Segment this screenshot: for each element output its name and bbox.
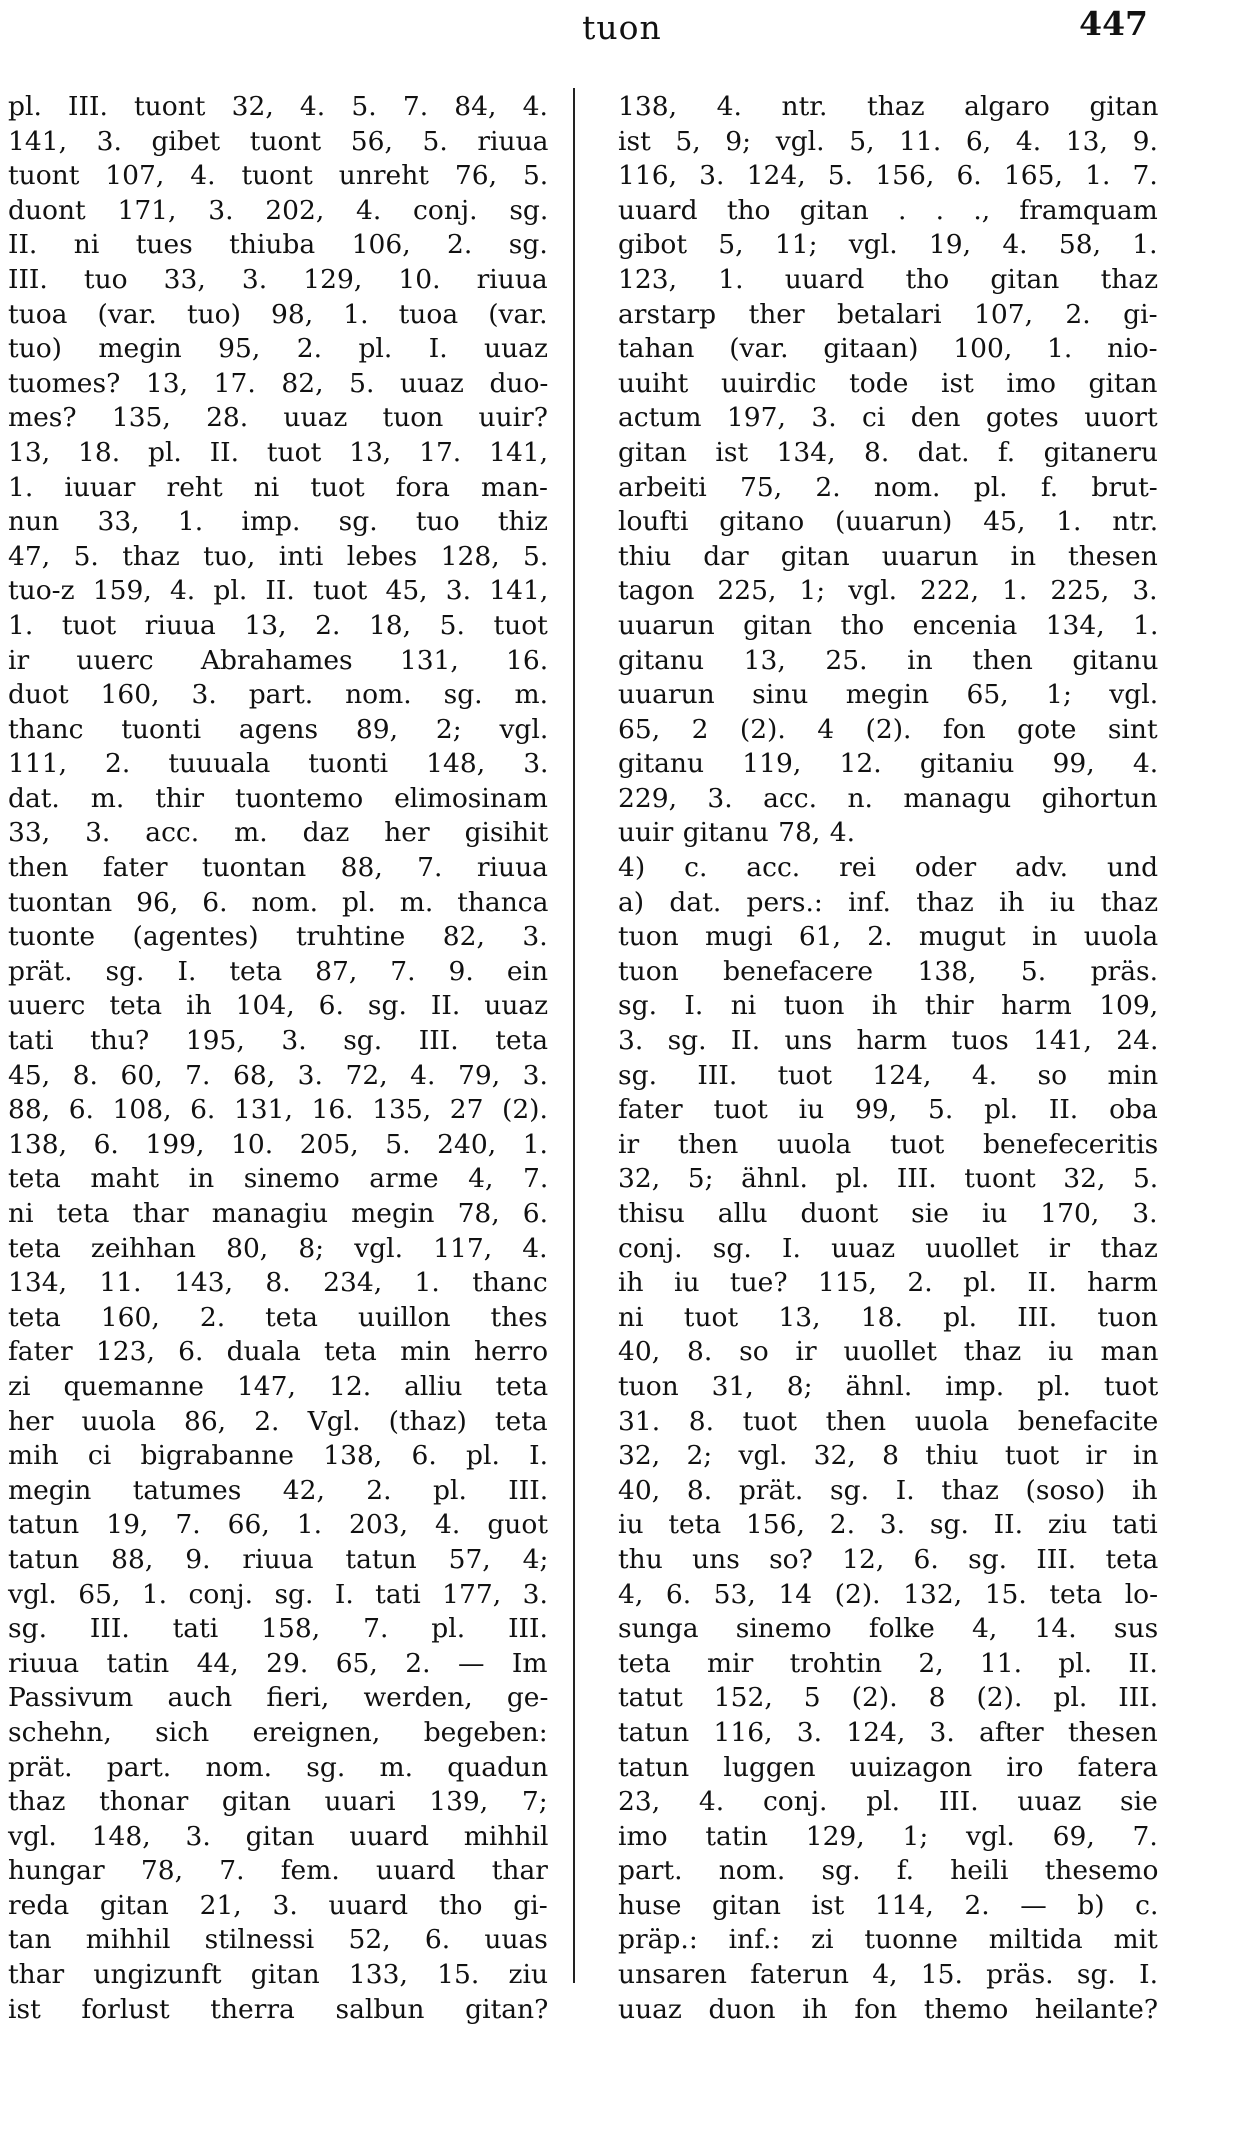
text-line: 65, 2 (2). 4 (2). fon gote sint	[618, 713, 1158, 745]
page-number: 447	[1079, 4, 1148, 43]
text-line: 13, 18. pl. II. tuot 13, 17. 141,	[8, 436, 549, 468]
text-line: 45, 8. 60, 7. 68, 3. 72, 4. 79, 3.	[8, 1059, 548, 1091]
text-line: präp.: inf.: zi tuonne miltida mit	[618, 1924, 1158, 1956]
text-line: tuo-z 159, 4. pl. II. tuot 45, 3. 141,	[8, 575, 549, 607]
text-line: 229, 3. acc. n. managu gihortun	[618, 782, 1158, 814]
text-line: uuarun gitan tho encenia 134, 1.	[618, 609, 1159, 641]
text-line: thar ungizunft gitan 133, 15. ziu	[8, 1959, 549, 1991]
text-line: schehn, sich ereignen, begeben:	[8, 1716, 548, 1748]
text-line: fater tuot iu 99, 5. pl. II. oba	[618, 1094, 1158, 1126]
text-line: thaz thonar gitan uuari 139, 7;	[8, 1786, 548, 1818]
text-line: huse gitan ist 114, 2. — b) c.	[618, 1889, 1159, 1921]
text-line: 88, 6. 108, 6. 131, 16. 135, 27 (2).	[8, 1094, 548, 1126]
text-line: sg. I. ni tuon ih thir harm 109,	[618, 990, 1159, 1022]
text-line: uuaz duon ih fon themo heilante?	[618, 1993, 1159, 2025]
text-line: thu uns so? 12, 6. sg. III. teta	[618, 1543, 1159, 1575]
text-line: 141, 3. gibet tuont 56, 5. riuua	[8, 125, 549, 157]
text-line: nun 33, 1. imp. sg. tuo thiz	[8, 506, 548, 538]
text-line: gitan ist 134, 8. dat. f. gitaneru	[618, 436, 1159, 468]
text-line: 32, 2; vgl. 32, 8 thiu tuot ir in	[618, 1440, 1159, 1472]
text-line: gibot 5, 11; vgl. 19, 4. 58, 1.	[618, 229, 1158, 261]
text-line: sg. III. tuot 124, 4. so min	[618, 1059, 1159, 1091]
text-line: 4) c. acc. rei oder adv. und	[618, 852, 1159, 884]
text-line: 1. iuuar reht ni tuot fora man-	[8, 471, 549, 503]
text-line: ir uuerc Abrahames 131, 16.	[8, 644, 549, 676]
text-line: 138, 6. 199, 10. 205, 5. 240, 1.	[8, 1128, 548, 1160]
text-line: thiu dar gitan uuarun in thesen	[618, 540, 1158, 572]
text-line: riuua tatin 44, 29. 65, 2. — Im	[8, 1647, 548, 1679]
text-line: tagon 225, 1; vgl. 222, 1. 225, 3.	[618, 575, 1158, 607]
text-line: uuerc teta ih 104, 6. sg. II. uuaz	[8, 990, 549, 1022]
text-line: sg. III. tati 158, 7. pl. III.	[8, 1613, 548, 1645]
text-line: loufti gitano (uuarun) 45, 1. ntr.	[618, 506, 1159, 538]
text-line: teta maht in sinemo arme 4, 7.	[8, 1163, 549, 1195]
text-line: dat. m. thir tuontemo elimosinam	[8, 782, 548, 814]
text-line: III. tuo 33, 3. 129, 10. riuua	[8, 263, 548, 295]
text-line: hungar 78, 7. fem. uuard thar	[8, 1855, 548, 1887]
text-line: duot 160, 3. part. nom. sg. m.	[8, 679, 549, 711]
text-line: uuir gitanu 78, 4.	[618, 817, 855, 849]
text-line: 111, 2. tuuuala tuonti 148, 3.	[8, 748, 549, 780]
text-line: ist 5, 9; vgl. 5, 11. 6, 4. 13, 9.	[618, 125, 1158, 157]
text-line: uuiht uuirdic tode ist imo gitan	[618, 367, 1158, 399]
text-line: reda gitan 21, 3. uuard tho gi-	[8, 1889, 548, 1921]
text-line: sunga sinemo folke 4, 14. sus	[618, 1613, 1159, 1645]
text-line: 134, 11. 143, 8. 234, 1. thanc	[8, 1267, 548, 1299]
text-line: 3. sg. II. uns harm tuos 141, 24.	[618, 1025, 1159, 1057]
text-line: conj. sg. I. uuaz uuollet ir thaz	[618, 1232, 1158, 1264]
text-line: teta zeihhan 80, 8; vgl. 117, 4.	[8, 1232, 548, 1264]
right-column	[618, 90, 1158, 2027]
text-line: 116, 3. 124, 5. 156, 6. 165, 1. 7.	[618, 160, 1158, 192]
text-line: tuon 31, 8; ähnl. imp. pl. tuot	[618, 1370, 1159, 1402]
text-line: iu teta 156, 2. 3. sg. II. ziu tati	[618, 1509, 1158, 1541]
text-line: arstarp ther betalari 107, 2. gi-	[618, 298, 1158, 330]
text-line: teta mir trohtin 2, 11. pl. II.	[618, 1647, 1158, 1679]
text-line: 33, 3. acc. m. daz her gisihit	[8, 817, 549, 849]
text-line: ni tuot 13, 18. pl. III. tuon	[618, 1301, 1159, 1333]
text-line: ih iu tue? 115, 2. pl. II. harm	[618, 1267, 1158, 1299]
text-line: duont 171, 3. 202, 4. conj. sg.	[8, 194, 549, 226]
text-line: 40, 8. so ir uuollet thaz iu man	[618, 1336, 1159, 1368]
text-line: fater 123, 6. duala teta min herro	[8, 1336, 549, 1368]
text-line: 23, 4. conj. pl. III. uuaz sie	[618, 1786, 1158, 1818]
text-line: tati thu? 195, 3. sg. III. teta	[8, 1025, 548, 1057]
text-line: tuont 107, 4. tuont unreht 76, 5.	[8, 160, 549, 192]
text-line: ist forlust therra salbun gitan?	[8, 1993, 549, 2025]
text-line: zi quemanne 147, 12. alliu teta	[8, 1370, 549, 1402]
text-line: tatun 116, 3. 124, 3. after thesen	[618, 1716, 1158, 1748]
text-line: 47, 5. thaz tuo, inti lebes 128, 5.	[8, 540, 549, 572]
text-line: tahan (var. gitaan) 100, 1. nio-	[618, 333, 1158, 365]
text-line: 32, 5; ähnl. pl. III. tuont 32, 5.	[618, 1163, 1159, 1195]
text-line: tatun luggen uuizagon iro fatera	[618, 1751, 1159, 1783]
text-line: tatun 88, 9. riuua tatun 57, 4;	[8, 1543, 549, 1575]
text-line: a) dat. pers.: inf. thaz ih iu thaz	[618, 886, 1159, 918]
text-line: tuontan 96, 6. nom. pl. m. thanca	[8, 886, 549, 918]
text-line: tan mihhil stilnessi 52, 6. uuas	[8, 1924, 548, 1956]
text-line: vgl. 148, 3. gitan uuard mihhil	[8, 1820, 549, 1852]
running-headword: tuon	[582, 8, 662, 47]
text-line: imo tatin 129, 1; vgl. 69, 7.	[618, 1820, 1158, 1852]
text-line: 1. tuot riuua 13, 2. 18, 5. tuot	[8, 609, 548, 641]
text-line: tatun 19, 7. 66, 1. 203, 4. guot	[8, 1509, 548, 1541]
text-line: part. nom. sg. f. heili thesemo	[618, 1855, 1159, 1887]
column-divider	[573, 88, 575, 1983]
text-line: tuo) megin 95, 2. pl. I. uuaz	[8, 333, 548, 365]
text-line: tuon mugi 61, 2. mugut in uuola	[618, 921, 1159, 953]
text-line: her uuola 86, 2. Vgl. (thaz) teta	[8, 1405, 548, 1437]
text-line: ir then uuola tuot benefeceritis	[618, 1128, 1159, 1160]
text-line: megin tatumes 42, 2. pl. III.	[8, 1474, 549, 1506]
text-line: gitanu 119, 12. gitaniu 99, 4.	[618, 748, 1159, 780]
text-line: uuarun sinu megin 65, 1; vgl.	[618, 679, 1159, 711]
text-line: thisu allu duont sie iu 170, 3.	[618, 1198, 1158, 1229]
text-line: gitanu 13, 25. in then gitanu	[618, 644, 1159, 676]
left-column	[8, 90, 548, 2027]
text-line: unsaren faterun 4, 15. präs. sg. I.	[618, 1959, 1158, 1991]
text-line: prät. sg. I. teta 87, 7. 9. ein	[8, 955, 549, 987]
text-line: 123, 1. uuard tho gitan thaz	[618, 263, 1159, 295]
text-line: tuonte (agentes) truhtine 82, 3.	[8, 921, 548, 953]
text-line: 138, 4. ntr. thaz algaro gitan	[618, 91, 1159, 122]
text-line: prät. part. nom. sg. m. quadun	[8, 1751, 549, 1783]
text-line: then fater tuontan 88, 7. riuua	[8, 852, 548, 884]
text-line: tuoa (var. tuo) 98, 1. tuoa (var.	[8, 298, 548, 330]
text-line: vgl. 65, 1. conj. sg. I. tati 177, 3.	[8, 1578, 548, 1610]
text-line: thanc tuonti agens 89, 2; vgl.	[8, 713, 549, 745]
text-line: arbeiti 75, 2. nom. pl. f. brut-	[618, 471, 1158, 503]
text-line: ni teta thar managiu megin 78, 6.	[8, 1198, 549, 1229]
text-line: tatut 152, 5 (2). 8 (2). pl. III.	[618, 1682, 1159, 1714]
text-line: pl. III. tuont 32, 4. 5. 7. 84, 4.	[8, 91, 548, 122]
text-line: uuard tho gitan . . ., framquam	[618, 194, 1158, 226]
text-line: 31. 8. tuot then uuola benefacite	[618, 1405, 1159, 1437]
text-line: II. ni tues thiuba 106, 2. sg.	[8, 229, 548, 261]
text-line: tuomes? 13, 17. 82, 5. uuaz duo-	[8, 367, 549, 399]
text-line: actum 197, 3. ci den gotes uuort	[618, 402, 1158, 434]
text-line: mih ci bigrabanne 138, 6. pl. I.	[8, 1440, 549, 1472]
text-line: 4, 6. 53, 14 (2). 132, 15. teta lo-	[618, 1578, 1159, 1610]
text-line: Passivum auch fieri, werden, ge-	[8, 1682, 549, 1714]
text-line: teta 160, 2. teta uuillon thes	[8, 1301, 548, 1333]
text-line: mes? 135, 28. uuaz tuon uuir?	[8, 402, 549, 434]
text-line: 40, 8. prät. sg. I. thaz (soso) ih	[618, 1474, 1158, 1506]
text-line: tuon benefacere 138, 5. präs.	[618, 955, 1159, 987]
